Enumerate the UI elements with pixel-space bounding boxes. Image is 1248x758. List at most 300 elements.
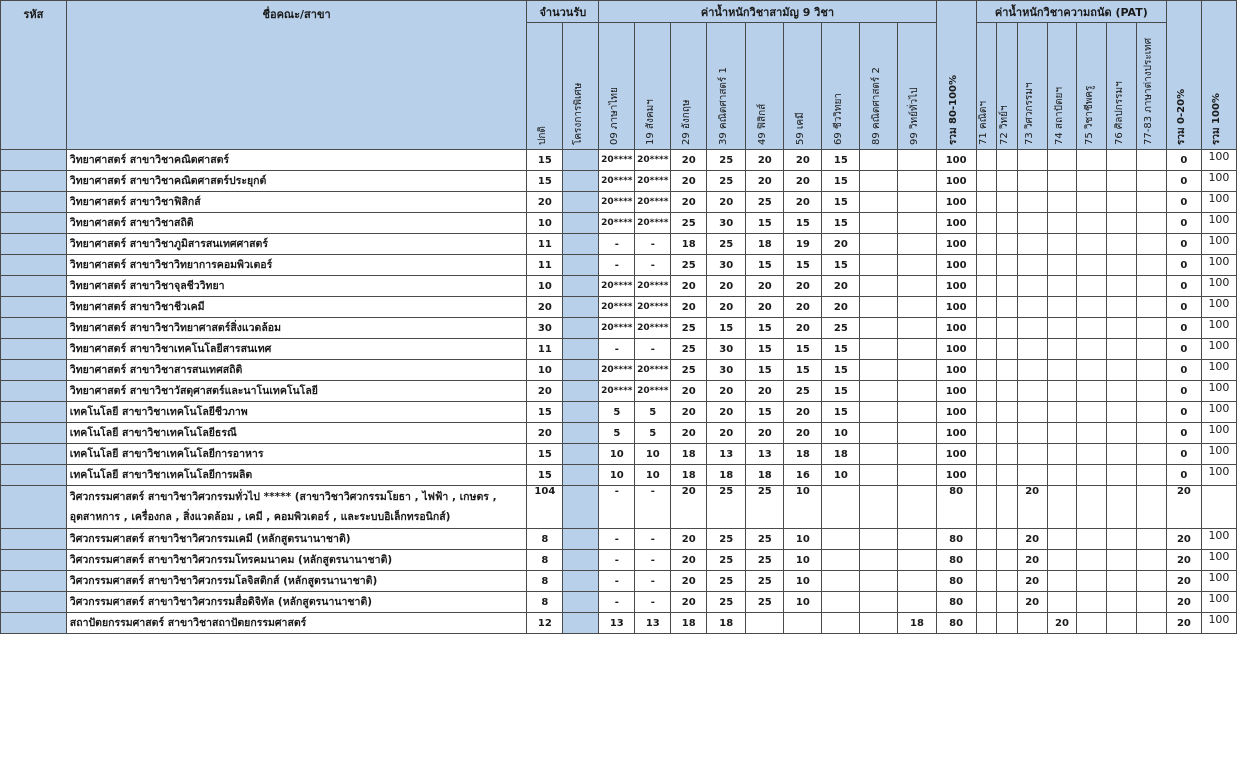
cell-col-17 xyxy=(1107,550,1137,571)
cell-col-14 xyxy=(1017,360,1047,381)
cell-col-16 xyxy=(1077,486,1107,529)
cell-program-name: วิทยาศาสตร์ สาขาวิชาจุลชีววิทยา xyxy=(66,276,527,297)
cell-col-8: 15 xyxy=(822,150,860,171)
cell-col-14 xyxy=(1017,423,1047,444)
cell-col-1 xyxy=(563,192,599,213)
cell-col-17 xyxy=(1107,171,1137,192)
cell-col-1 xyxy=(563,402,599,423)
cell-col-5: 15 xyxy=(707,318,746,339)
cell-col-2: - xyxy=(599,529,635,550)
cell-col-3: 10 xyxy=(635,465,671,486)
cell-col-15 xyxy=(1047,171,1077,192)
cell-col-3: 20**** xyxy=(635,213,671,234)
cell-col-13 xyxy=(997,465,1018,486)
cell-col-18 xyxy=(1137,613,1167,634)
cell-col-7: 15 xyxy=(784,213,822,234)
cell-col-7: 20 xyxy=(784,276,822,297)
cell-col-9 xyxy=(860,486,898,529)
header-sub-col-2: 09 ภาษาไทย xyxy=(599,23,635,150)
cell-col-16 xyxy=(1077,423,1107,444)
cell-col-19: 0 xyxy=(1166,276,1201,297)
cell-code xyxy=(1,192,67,213)
cell-col-12 xyxy=(976,255,997,276)
table-row xyxy=(1,381,1237,402)
cell-col-12 xyxy=(976,444,997,465)
cell-col-8 xyxy=(822,529,860,550)
cell-col-16 xyxy=(1077,529,1107,550)
cell-col-6: 18 xyxy=(746,234,784,255)
cell-col-5: 30 xyxy=(707,255,746,276)
cell-col-9 xyxy=(860,529,898,550)
cell-col-4: 20 xyxy=(671,402,707,423)
cell-col-19: 0 xyxy=(1166,297,1201,318)
cell-col-5: 25 xyxy=(707,234,746,255)
table-row xyxy=(1,192,1237,213)
cell-col-14 xyxy=(1017,150,1047,171)
cell-code xyxy=(1,150,67,171)
table-row xyxy=(1,360,1237,381)
header-sub-col-14: 73 วิศวกรรมฯ xyxy=(1017,23,1047,150)
cell-code xyxy=(1,613,67,634)
cell-col-18 xyxy=(1137,465,1167,486)
cell-col-18 xyxy=(1137,234,1167,255)
cell-col-8: 15 xyxy=(822,171,860,192)
cell-col-19: 20 xyxy=(1166,613,1201,634)
cell-code xyxy=(1,571,67,592)
cell-col-14 xyxy=(1017,192,1047,213)
cell-col-6: 25 xyxy=(746,550,784,571)
cell-col-3: 20**** xyxy=(635,150,671,171)
cell-col-6: 20 xyxy=(746,150,784,171)
cell-col-13 xyxy=(997,423,1018,444)
cell-col-10 xyxy=(898,571,936,592)
cell-col-0: 15 xyxy=(527,150,563,171)
cell-col-18 xyxy=(1137,192,1167,213)
cell-col-16 xyxy=(1077,234,1107,255)
cell-col-9 xyxy=(860,192,898,213)
cell-col-17 xyxy=(1107,150,1137,171)
cell-col-4: 18 xyxy=(671,444,707,465)
cell-col-11: 100 xyxy=(936,213,976,234)
cell-col-1 xyxy=(563,423,599,444)
cell-col-16 xyxy=(1077,381,1107,402)
cell-col-14: 20 xyxy=(1017,529,1047,550)
cell-col-17 xyxy=(1107,339,1137,360)
cell-col-3: - xyxy=(635,592,671,613)
cell-col-14 xyxy=(1017,276,1047,297)
cell-col-0: 10 xyxy=(527,360,563,381)
cell-col-11: 80 xyxy=(936,550,976,571)
cell-col-19: 20 xyxy=(1166,529,1201,550)
cell-col-15 xyxy=(1047,276,1077,297)
cell-col-11: 100 xyxy=(936,465,976,486)
cell-col-9 xyxy=(860,613,898,634)
cell-col-3: - xyxy=(635,571,671,592)
cell-col-8: 20 xyxy=(822,234,860,255)
cell-col-12 xyxy=(976,423,997,444)
cell-col-2: 10 xyxy=(599,465,635,486)
cell-col-18 xyxy=(1137,550,1167,571)
cell-col-14 xyxy=(1017,171,1047,192)
cell-col-17 xyxy=(1107,465,1137,486)
cell-col-9 xyxy=(860,571,898,592)
cell-code xyxy=(1,318,67,339)
cell-col-5: 13 xyxy=(707,444,746,465)
cell-col-20: 100 xyxy=(1201,381,1236,402)
header-pat-group: ค่าน้ำหนักวิชาความถนัด (PAT) xyxy=(976,1,1166,23)
header-sub-col-11: รวม 80-100% xyxy=(936,1,976,150)
cell-col-7: 20 xyxy=(784,171,822,192)
cell-col-5: 20 xyxy=(707,297,746,318)
cell-col-2: 5 xyxy=(599,402,635,423)
cell-col-3: - xyxy=(635,255,671,276)
cell-col-12 xyxy=(976,381,997,402)
cell-col-17 xyxy=(1107,297,1137,318)
cell-col-20: 100 xyxy=(1201,423,1236,444)
cell-col-11: 100 xyxy=(936,192,976,213)
cell-col-14 xyxy=(1017,297,1047,318)
cell-col-20: 100 xyxy=(1201,529,1236,550)
cell-col-5: 20 xyxy=(707,402,746,423)
header-name: ชื่อคณะ/สาขา xyxy=(66,1,527,150)
cell-col-2: - xyxy=(599,234,635,255)
cell-col-6: 20 xyxy=(746,423,784,444)
cell-col-3: 5 xyxy=(635,402,671,423)
cell-col-10 xyxy=(898,423,936,444)
cell-col-14 xyxy=(1017,402,1047,423)
cell-col-13 xyxy=(997,171,1018,192)
cell-col-11: 100 xyxy=(936,423,976,444)
cell-col-12 xyxy=(976,213,997,234)
cell-col-8: 20 xyxy=(822,276,860,297)
cell-col-4: 20 xyxy=(671,423,707,444)
cell-col-7: 10 xyxy=(784,592,822,613)
cell-col-19: 0 xyxy=(1166,381,1201,402)
cell-col-15 xyxy=(1047,150,1077,171)
cell-col-19: 20 xyxy=(1166,550,1201,571)
cell-col-13 xyxy=(997,318,1018,339)
cell-col-1 xyxy=(563,486,599,529)
cell-col-20: 100 xyxy=(1201,613,1236,634)
cell-col-7: 25 xyxy=(784,381,822,402)
cell-col-9 xyxy=(860,402,898,423)
cell-col-16 xyxy=(1077,171,1107,192)
cell-col-16 xyxy=(1077,297,1107,318)
cell-col-8: 15 xyxy=(822,213,860,234)
cell-col-19: 0 xyxy=(1166,465,1201,486)
table-row xyxy=(1,486,1237,529)
cell-col-5: 25 xyxy=(707,592,746,613)
cell-code xyxy=(1,213,67,234)
cell-col-16 xyxy=(1077,360,1107,381)
cell-col-11: 100 xyxy=(936,276,976,297)
cell-col-12 xyxy=(976,571,997,592)
cell-col-4: 20 xyxy=(671,381,707,402)
cell-col-2: 20**** xyxy=(599,171,635,192)
cell-col-13 xyxy=(997,192,1018,213)
cell-program-name: เทคโนโลยี สาขาวิชาเทคโนโลยีชีวภาพ xyxy=(66,402,527,423)
cell-col-1 xyxy=(563,297,599,318)
cell-col-9 xyxy=(860,360,898,381)
cell-col-14 xyxy=(1017,318,1047,339)
cell-col-1 xyxy=(563,360,599,381)
cell-col-18 xyxy=(1137,571,1167,592)
cell-col-7: 19 xyxy=(784,234,822,255)
cell-col-19: 0 xyxy=(1166,171,1201,192)
cell-col-0: 11 xyxy=(527,234,563,255)
cell-col-9 xyxy=(860,255,898,276)
cell-col-15 xyxy=(1047,550,1077,571)
cell-col-3: 20**** xyxy=(635,171,671,192)
header-gen9-group: ค่าน้ำหนักวิชาสามัญ 9 วิชา xyxy=(599,1,936,23)
table-row xyxy=(1,592,1237,613)
cell-col-6: 15 xyxy=(746,402,784,423)
cell-col-5: 18 xyxy=(707,613,746,634)
cell-col-14: 20 xyxy=(1017,550,1047,571)
cell-col-9 xyxy=(860,276,898,297)
cell-col-8: 10 xyxy=(822,423,860,444)
cell-col-3: 20**** xyxy=(635,297,671,318)
cell-col-3: - xyxy=(635,486,671,529)
cell-col-4: 20 xyxy=(671,297,707,318)
cell-program-name: วิทยาศาสตร์ สาขาวิชาวิทยาการคอมพิวเตอร์ xyxy=(66,255,527,276)
cell-col-20: 100 xyxy=(1201,276,1236,297)
cell-col-18 xyxy=(1137,318,1167,339)
header-sub-col-5: 39 คณิตศาสตร์ 1 xyxy=(707,23,746,150)
cell-col-1 xyxy=(563,318,599,339)
cell-program-name: วิศวกรรมศาสตร์ สาขาวิชาวิศวกรรมเคมี (หลักสูตรนานาชาติ) xyxy=(66,529,527,550)
cell-col-15 xyxy=(1047,255,1077,276)
cell-col-4: 20 xyxy=(671,486,707,529)
header-sub-col-1: โครงการพิเศษ xyxy=(563,23,599,150)
cell-col-3: - xyxy=(635,234,671,255)
table-row xyxy=(1,444,1237,465)
cell-col-6: 20 xyxy=(746,276,784,297)
cell-col-17 xyxy=(1107,213,1137,234)
cell-col-13 xyxy=(997,276,1018,297)
cell-col-17 xyxy=(1107,444,1137,465)
cell-col-20: 100 xyxy=(1201,255,1236,276)
cell-col-6: 15 xyxy=(746,318,784,339)
cell-col-8: 15 xyxy=(822,339,860,360)
cell-col-0: 15 xyxy=(527,465,563,486)
cell-col-13 xyxy=(997,402,1018,423)
cell-col-0: 30 xyxy=(527,318,563,339)
cell-col-13 xyxy=(997,613,1018,634)
cell-col-6: 25 xyxy=(746,571,784,592)
cell-program-name: เทคโนโลยี สาขาวิชาเทคโนโลยีธรณี xyxy=(66,423,527,444)
cell-col-7: 15 xyxy=(784,255,822,276)
cell-col-14 xyxy=(1017,444,1047,465)
cell-col-0: 15 xyxy=(527,402,563,423)
cell-col-8: 15 xyxy=(822,192,860,213)
cell-program-name: วิทยาศาสตร์ สาขาวิชาคณิตศาสตร์ xyxy=(66,150,527,171)
cell-col-5: 25 xyxy=(707,529,746,550)
table-row xyxy=(1,423,1237,444)
cell-col-9 xyxy=(860,213,898,234)
header-sub-col-13: 72 วิทย์ฯ xyxy=(997,23,1018,150)
cell-col-7: 10 xyxy=(784,529,822,550)
cell-col-4: 18 xyxy=(671,613,707,634)
cell-code xyxy=(1,276,67,297)
cell-col-17 xyxy=(1107,613,1137,634)
cell-col-12 xyxy=(976,171,997,192)
cell-col-11: 100 xyxy=(936,339,976,360)
cell-col-14 xyxy=(1017,339,1047,360)
cell-col-19: 0 xyxy=(1166,423,1201,444)
cell-col-8: 25 xyxy=(822,318,860,339)
cell-col-18 xyxy=(1137,276,1167,297)
cell-col-2: - xyxy=(599,255,635,276)
cell-col-0: 20 xyxy=(527,423,563,444)
cell-col-13 xyxy=(997,213,1018,234)
cell-col-0: 8 xyxy=(527,529,563,550)
cell-col-1 xyxy=(563,613,599,634)
cell-col-10 xyxy=(898,213,936,234)
table-body xyxy=(1,150,1237,634)
cell-col-19: 0 xyxy=(1166,402,1201,423)
cell-col-13 xyxy=(997,150,1018,171)
cell-col-20: 100 xyxy=(1201,360,1236,381)
cell-col-2: 5 xyxy=(599,423,635,444)
cell-col-5: 25 xyxy=(707,550,746,571)
cell-col-16 xyxy=(1077,318,1107,339)
cell-program-name: วิทยาศาสตร์ สาขาวิชาคณิตศาสตร์ประยุกต์ xyxy=(66,171,527,192)
cell-col-12 xyxy=(976,592,997,613)
header-sub-col-3: 19 สังคมฯ xyxy=(635,23,671,150)
cell-col-2: 10 xyxy=(599,444,635,465)
cell-col-1 xyxy=(563,529,599,550)
cell-col-12 xyxy=(976,465,997,486)
cell-col-8 xyxy=(822,592,860,613)
header-quota-group: จำนวนรับ xyxy=(527,1,599,23)
header-sub-col-12: 71 คณิตฯ xyxy=(976,23,997,150)
header-sub-col-17: 76 ศิลปกรรมฯ xyxy=(1107,23,1137,150)
cell-col-20 xyxy=(1201,486,1236,529)
cell-col-13 xyxy=(997,339,1018,360)
cell-col-12 xyxy=(976,529,997,550)
cell-col-3: - xyxy=(635,339,671,360)
cell-col-9 xyxy=(860,171,898,192)
cell-col-18 xyxy=(1137,150,1167,171)
header-sub-col-16: 75 วิชาชีพครู xyxy=(1077,23,1107,150)
table-row xyxy=(1,465,1237,486)
cell-col-15 xyxy=(1047,318,1077,339)
cell-col-19: 0 xyxy=(1166,318,1201,339)
cell-program-name: วิทยาศาสตร์ สาขาวิชาเทคโนโลยีสารสนเทศ xyxy=(66,339,527,360)
cell-col-2: - xyxy=(599,550,635,571)
header-sub-col-9: 89 คณิตศาสตร์ 2 xyxy=(860,23,898,150)
cell-col-2: - xyxy=(599,486,635,529)
cell-col-10 xyxy=(898,339,936,360)
cell-col-15 xyxy=(1047,339,1077,360)
cell-col-6: 20 xyxy=(746,171,784,192)
cell-col-15: 20 xyxy=(1047,613,1077,634)
cell-col-16 xyxy=(1077,444,1107,465)
cell-col-9 xyxy=(860,150,898,171)
header-sub-col-4: 29 อังกฤษ xyxy=(671,23,707,150)
cell-col-14: 20 xyxy=(1017,571,1047,592)
cell-col-14 xyxy=(1017,234,1047,255)
cell-col-18 xyxy=(1137,360,1167,381)
cell-col-19: 0 xyxy=(1166,444,1201,465)
cell-col-20: 100 xyxy=(1201,234,1236,255)
cell-col-9 xyxy=(860,339,898,360)
cell-col-6: 25 xyxy=(746,529,784,550)
cell-col-15 xyxy=(1047,592,1077,613)
cell-col-18 xyxy=(1137,486,1167,529)
cell-col-6: 20 xyxy=(746,381,784,402)
header-sub-col-18: 77-83 ภาษาต่างประเทศ xyxy=(1137,23,1167,150)
cell-col-5: 20 xyxy=(707,192,746,213)
cell-col-11: 100 xyxy=(936,297,976,318)
cell-col-6 xyxy=(746,613,784,634)
cell-col-2: 20**** xyxy=(599,297,635,318)
cell-col-9 xyxy=(860,550,898,571)
cell-col-2: - xyxy=(599,592,635,613)
cell-col-13 xyxy=(997,550,1018,571)
cell-col-2: 20**** xyxy=(599,276,635,297)
cell-col-18 xyxy=(1137,339,1167,360)
cell-col-6: 18 xyxy=(746,465,784,486)
cell-col-9 xyxy=(860,465,898,486)
cell-program-name: วิทยาศาสตร์ สาขาวิชาสารสนเทศสถิติ xyxy=(66,360,527,381)
cell-col-15 xyxy=(1047,297,1077,318)
cell-col-3: 10 xyxy=(635,444,671,465)
cell-col-3: 20**** xyxy=(635,192,671,213)
cell-col-13 xyxy=(997,360,1018,381)
cell-col-0: 20 xyxy=(527,192,563,213)
cell-col-6: 15 xyxy=(746,339,784,360)
cell-col-3: 13 xyxy=(635,613,671,634)
cell-col-1 xyxy=(563,171,599,192)
cell-col-15 xyxy=(1047,423,1077,444)
cell-col-17 xyxy=(1107,529,1137,550)
cell-col-15 xyxy=(1047,444,1077,465)
header-sub-col-10: 99 วิทย์ทั่วไป xyxy=(898,23,936,150)
cell-col-13 xyxy=(997,486,1018,529)
cell-col-11: 80 xyxy=(936,571,976,592)
cell-col-6: 13 xyxy=(746,444,784,465)
cell-col-6: 15 xyxy=(746,360,784,381)
cell-col-11: 80 xyxy=(936,592,976,613)
cell-col-11: 100 xyxy=(936,234,976,255)
cell-col-16 xyxy=(1077,465,1107,486)
cell-col-13 xyxy=(997,381,1018,402)
cell-col-6: 15 xyxy=(746,213,784,234)
table-row xyxy=(1,571,1237,592)
table-row xyxy=(1,171,1237,192)
cell-col-20: 100 xyxy=(1201,550,1236,571)
cell-col-14: 20 xyxy=(1017,486,1047,529)
cell-code xyxy=(1,297,67,318)
cell-program-name: วิศวกรรมศาสตร์ สาขาวิชาวิศวกรรมสื่อดิจิทัล (หลักสูตรนานาชาติ) xyxy=(66,592,527,613)
cell-col-8 xyxy=(822,571,860,592)
cell-col-7: 10 xyxy=(784,571,822,592)
cell-col-14: 20 xyxy=(1017,592,1047,613)
cell-col-20: 100 xyxy=(1201,171,1236,192)
cell-col-9 xyxy=(860,423,898,444)
cell-col-0: 15 xyxy=(527,171,563,192)
table-row xyxy=(1,150,1237,171)
cell-col-17 xyxy=(1107,381,1137,402)
cell-col-16 xyxy=(1077,339,1107,360)
cell-code xyxy=(1,592,67,613)
cell-col-1 xyxy=(563,592,599,613)
header-sub-col-0: ปกติ xyxy=(527,23,563,150)
cell-col-1 xyxy=(563,381,599,402)
table-row xyxy=(1,213,1237,234)
